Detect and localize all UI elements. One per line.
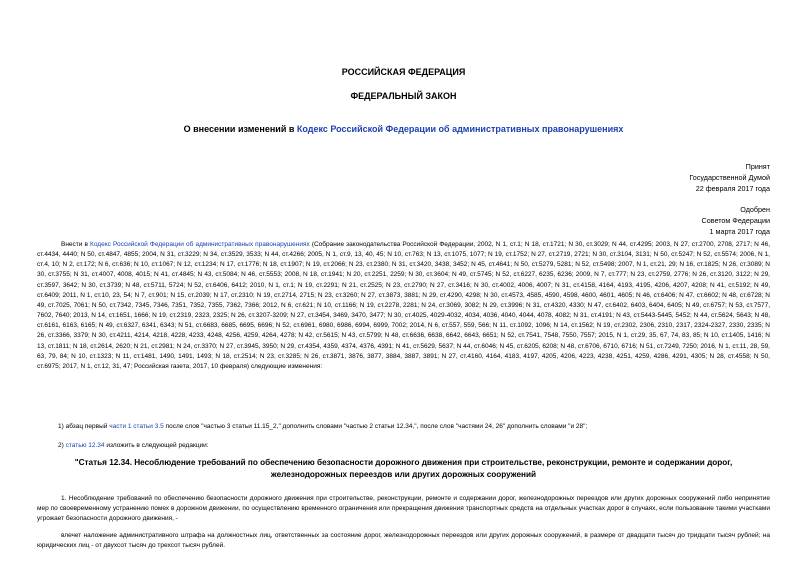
intro-text: (Собрание законодательства Российской Федерации, 2002, N 1, ст.1; N 18, ст.1721; N 30, ст.3029; N 44, ст.4295; 2003, N 27, ст.2700, 2708, 2717; N 46, ст.4434, 4440; N 50, ст.4847, 4855; 2004, N 31, ст.3229; N 34, ст.3529, 3533; N 44, ст.4266; 2005, N 1, ст.9, 13, 40, 45; N 10, ст.763; N 13, ст.1075, 1077; N 19, ст.1752; N 27, ст.2719, 2721; N 30, ст.3104, 3131; N 50, ст.5247; N 52, ст.5574; 2006, N 1, ст.4, 10; N 2, ст.172; N 6, ст.636; N 10, ст.1067; N 12, ст.1234; N 17, ст.1776; N 18, ст.1907; N 19, ст.2066; N 23, ст.2380; N 31, ст.3420, 3438, 3452; N 45, ст.4641; N 50, ст.5279, 5281; N 52, ст.5498; 2007, N 1, ст.21, 29; N 16, ст.1825; N 26, ст.3089; N 30, ст.3755; N 31, ст.4007, 4008, 4015; N 41, ст.4845; N 43, ст.5084; N 46, ст.5553; 2008, N 18, ст.1941; N 20, ст.2251, 2259; N 30, ст.3604; N 49, ст.5745; N 52, ст.6227, 6235, 6236; 2009, N 7, ст.777; N 23, ст.2759, 2776; N 26, ст.3120, 3122; N 29, ст.3597, 3642; N 30, ст.3739; N 48, ст.5711, 5724; N 52, ст.6406, 6412; 2010, N 1, ст.1; N 19, ст.2291; N 21, ст.2525; N 23, ст.2790; N 27, ст.3416; N 30, ст.4002, 4006, 4007; N 31, ст.4158, 4164, 4193, 4195, 4206, 4207, 4208; N 41, ст.5192; N 49, ст.6409; 2011, N 1, ст.10, 23, 54; N 7, ст.901; N 15, ст.2039; N 17, ст.2310; N 19, ст.2714, 2715; N 23, ст.3260; N 27, ст.3873, 3881; N 29, ст.4290, 4298; N 30, ст.4573, 4585, 4590, 4598, 4600, 4601, 4605; N 46, ст.6406; N 47, ст.6602; N 48, ст.6728; N 49, ст.7025, 7061; N 50, ст.7342, 7345, 7346, 7351, 7352, 7355, 7362, 7366; 2012, N 6, ст.621; N 10, ст.1166; N 19, ст.2278, 2281; N 24, ст.3069, 3082; N 29, ст.3996; N 31, ст.4320, 4330; N 47, ст.6402, 6403, 6404, 6405; N 49, ст.6757; N 53, ст.7577, 7602, 7640; 2013, N 14, ст.1651, 1666; N 19, ст.2319, 2323, 2325; N 26, ст.3207-3209; N 27, ст.3454, 3469, 3470, 3477; N 30, ст.4025, 4029-4032, 4034, 4036, 4040, 4044, 4078, 4082; N 31, ст.4191; N 43, ст.5443-5445, 5452; N 44, ст.5624, 5643; N 48, ст.6161, 6163, 6165; N 49, ст.6327, 6341, 6343; N 51, ст.6683, 6685, 6695, 6696; N 52, ст.6961, 6980, 6986, 6994, 6999, 7002; 2014, N 6, ст.557, 559, 566; N 11, ст.1092, 1096; N 14, ст.1562; N 19, ст.2302, 2306, 2310, 2317, 2324-2327, 2330, 2335; N 26, ст.3366, 3379; N 30, ст.4211, 4214, 4218, 4228, 4233, 4248, 4256, 4259, 4264, 4278; N 42, ст.5615; N 43, ст.5799; N 48, ст.6636, 6638, 6642, 6643, 6651; N 52, ст.7541, 7548, 7550, 7557; 2015, N 1, ст.29, 35, 67, 74, 83, 85; N 10, ст.1405, 1416; N 13, ст.1811; N 18, ст.2614, 2620; N 21, ст.2981; N 24, ст.3370; N 27, ст.3945, 3950; N 29, ст.4354, 4359, 4374, 4376, 4391; N 41, ст.5629, 5637; N 44, ст.6046; N 45, ст.6205, 6208; N 48, ст.6706, 6710, 6716; N 51, ст.7249, 7250; 2016, N 1, ст.11, 28, 59, 63, 79, 84; N 10, ст.1323; N 11, ст.1481, 1490, 1491, 1493; N 18, ст.2514; N 23, ст.3285; N 26, ст.3871, 3876, 3877, 3884, 3887, 3891; N 27, ст.4160, 4164, 4183, 4197, 4205, 4206, 4223, 4238, 4251, 4259, 4286, 4291, 4305; N 28, ст.4558; N 50, ст.6975; 2017, N 1, ст.12, 31, 47; Российская газета, 2017, 10 февраля) следующие изменения:	[37, 241, 770, 370]
law-title	[0, 124, 807, 134]
item-1-prefix: 1) абзац первый	[58, 423, 110, 430]
country-heading: РОССИЙСКАЯ ФЕДЕРАЦИЯ	[341, 67, 466, 77]
approved-label: Одобрен	[740, 205, 770, 214]
intro-paragraph	[37, 240, 770, 372]
item-2-text: изложить в следующей редакции:	[104, 442, 209, 449]
article-12-34-link[interactable]: статью 12.34	[65, 442, 105, 449]
approved-by: Советом Федерации	[701, 216, 770, 225]
accepted-by: Государственной Думой	[689, 173, 770, 182]
intro-prefix: Внести в	[61, 241, 91, 248]
law-type-heading: ФЕДЕРАЛЬНЫЙ ЗАКОН	[350, 91, 457, 101]
article-heading: "Статья 12.34. Несоблюдение требований по обеспечению безопасности дорожного движения при строительстве, реконструкции, ремонте и содержании дорог, железнодорожных переездов или других дорожных сооружений	[74, 458, 733, 479]
approved-date: 1 марта 2017 года	[709, 227, 770, 236]
code-link[interactable]: Кодекс Российской Федерации об административных правонарушениях	[296, 124, 624, 134]
item-2-prefix: 2)	[58, 442, 66, 449]
accepted-date: 22 февраля 2017 года	[695, 184, 770, 193]
approval-block	[550, 204, 770, 237]
adoption-block	[550, 161, 770, 194]
item-1	[58, 422, 758, 432]
accepted-label: Принят	[745, 162, 770, 171]
item-1-text: после слов "частью 3 статьи 11.15_2," дополнить словами "частью 2 статьи 12.34,", после слов "частями 24, 26" дополнить словами "и 28";	[163, 423, 588, 430]
article-paragraph-1: 1. Несоблюдение требований по обеспечению безопасности дорожного движения при строительстве, реконструкции, ремонте и содержании дорог, железнодорожных переездов или других дорожных сооружений либо непринятие мер по своевременному устранению помех в дорожном движении, по осуществлению временного ограничения или прекращения движения транспортных средств на отдельных участках дорог в случаях, если пользование такими участками угрожает безопасности дорожного движения, -	[37, 495, 770, 523]
article-3-5-link[interactable]: части 1 статьи 3.5	[109, 423, 164, 430]
article-paragraph-2: влечет наложение административного штрафа на должностных лиц, ответственных за состояние дорог, железнодорожных переездов или других дорожных сооружений, в размере от двадцати тысяч до тридцати тысяч рублей; на юридических лиц - от двухсот тысяч до трехсот тысяч рублей.	[37, 532, 770, 550]
law-title-prefix: О внесении изменений в	[183, 124, 297, 134]
intro-code-link[interactable]: Кодекс Российской Федерации об административных правонарушениях	[90, 241, 310, 248]
item-2	[58, 441, 758, 451]
